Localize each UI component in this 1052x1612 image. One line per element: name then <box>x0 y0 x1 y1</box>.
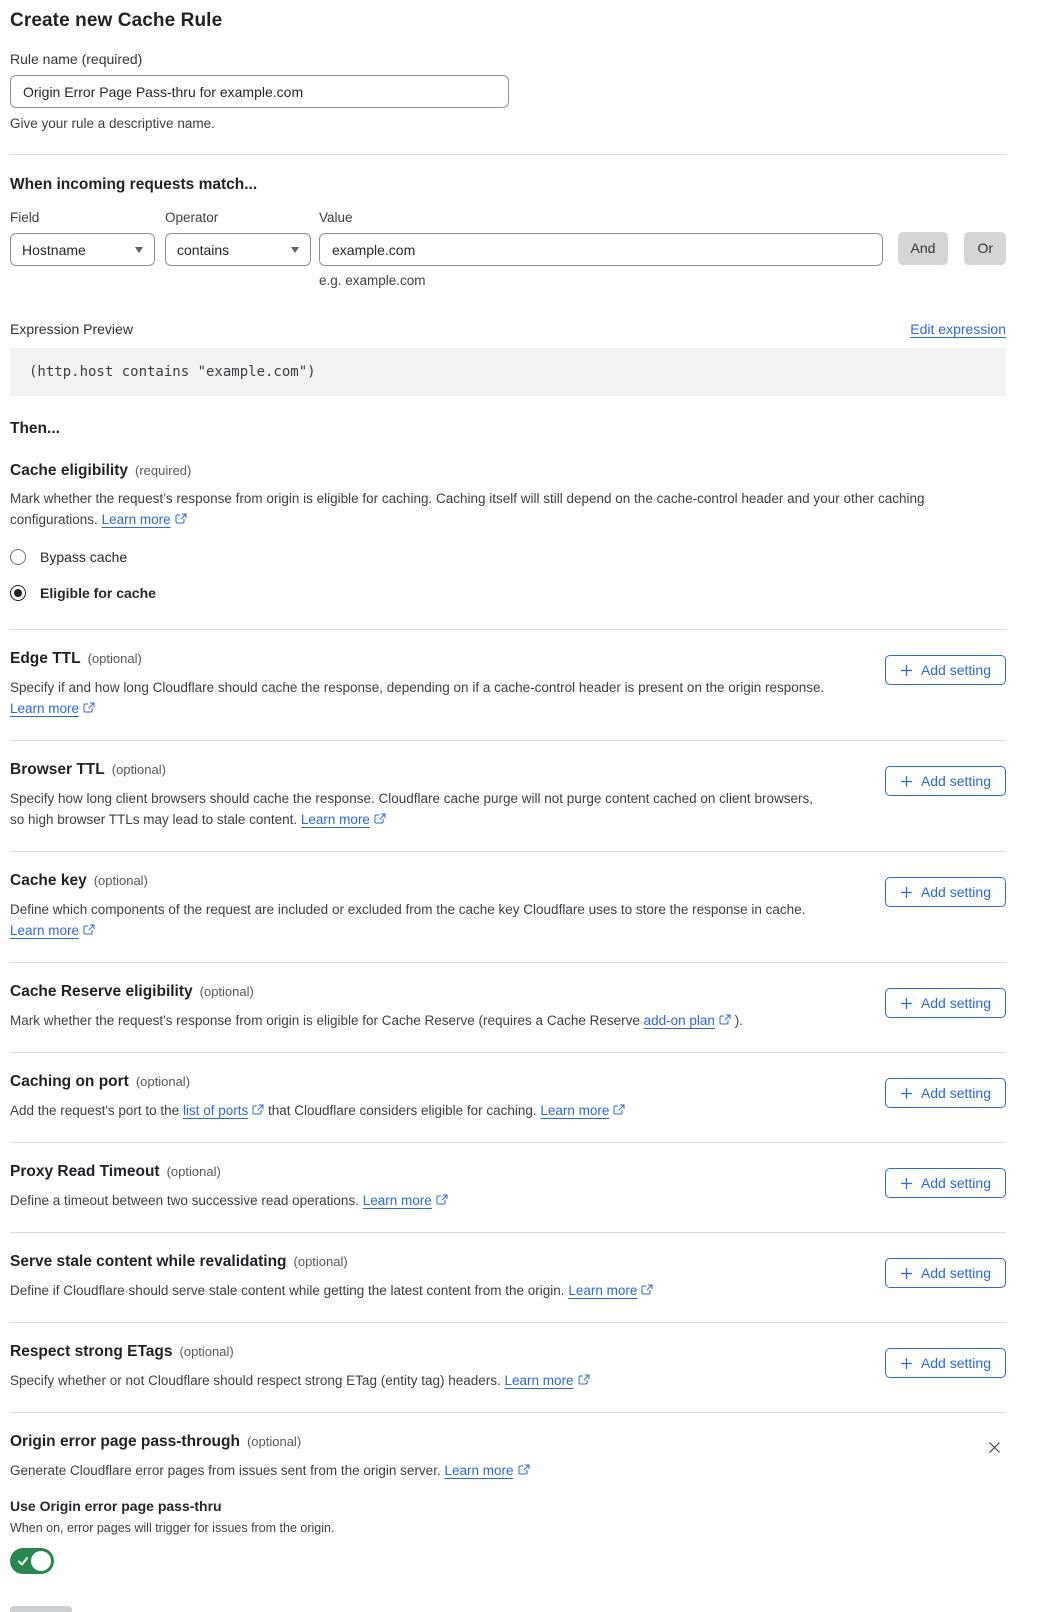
expression-code: (http.host contains "example.com") <box>10 348 1006 396</box>
learn-more-link[interactable]: Learn more <box>362 1193 432 1208</box>
list-of-ports-link[interactable]: list of ports <box>182 1103 249 1118</box>
external-link-icon <box>613 1104 625 1116</box>
add-setting-button[interactable]: Add setting <box>885 1258 1006 1288</box>
field-label: Field <box>10 210 40 225</box>
page-title: Create new Cache Rule <box>10 10 223 31</box>
close-icon[interactable] <box>983 1436 1006 1462</box>
value-label: Value <box>319 210 353 225</box>
plus-icon <box>900 1357 913 1370</box>
setting-proxy-read-timeout: Proxy Read Timeout (optional) Define a timeout between two successive read operations. Learn more Add setting <box>10 1143 1006 1232</box>
match-condition-row <box>10 210 1006 288</box>
use-passthrough-desc: When on, error pages will trigger for issues from the origin. <box>10 1521 335 1535</box>
setting-caching-on-port: Caching on port (optional) Add the request's port to the list of ports that Cloudflare considers eligible for caching. Learn more Add setting <box>10 1053 1006 1142</box>
or-button[interactable]: Or <box>964 232 1006 265</box>
plus-icon <box>900 997 913 1010</box>
external-link-icon <box>518 1464 530 1476</box>
divider <box>10 154 1006 155</box>
cache-eligibility-title: Cache eligibility <box>10 462 129 479</box>
setting-respect-etags: Respect strong ETags (optional) Specify whether or not Cloudflare should respect strong ETag (entity tag) headers. Learn more Add setting <box>10 1323 1006 1412</box>
edit-expression-link[interactable]: Edit expression <box>910 321 1006 337</box>
learn-more-link[interactable]: Learn more <box>568 1283 638 1298</box>
and-button-wrap <box>898 210 965 288</box>
external-link-icon <box>374 813 386 825</box>
chevron-down-icon <box>135 247 143 253</box>
operator-select[interactable] <box>165 233 311 266</box>
add-setting-button[interactable]: Add setting <box>885 877 1006 907</box>
value-hint: e.g. example.com <box>319 273 426 288</box>
use-passthrough-label: Use Origin error page pass-thru <box>10 1498 222 1514</box>
learn-more-link[interactable]: Learn more <box>444 1463 514 1478</box>
learn-more-link[interactable]: Learn more <box>300 812 370 827</box>
field-select[interactable] <box>10 233 155 266</box>
external-link-icon <box>719 1014 731 1026</box>
setting-origin-error-passthrough: Origin error page pass-through (optional) Generate Cloudflare error pages from issues sent from the origin server. Learn more Use Origin error page pass-thru When on, error pages will trigger for issues from the origin. <box>10 1413 1006 1574</box>
operator-label: Operator <box>165 210 219 225</box>
external-link-icon <box>641 1284 653 1296</box>
plus-icon <box>900 664 913 677</box>
expression-preview-label: Expression Preview <box>10 321 133 337</box>
value-input[interactable] <box>319 233 883 266</box>
learn-more-link[interactable]: Learn more <box>504 1373 574 1388</box>
rule-name-label: Rule name (required) <box>10 51 143 67</box>
cache-eligibility-desc: Mark whether the request’s response from origin is eligible for caching. Caching itself will still depend on the cache-control header and your other caching configurations. Learn more <box>10 491 925 527</box>
external-link-icon <box>83 924 95 936</box>
radio-icon <box>10 549 26 565</box>
add-setting-button[interactable]: Add setting <box>885 766 1006 796</box>
add-setting-button[interactable]: Add setting <box>885 1348 1006 1378</box>
add-setting-button[interactable]: Add setting <box>885 988 1006 1018</box>
add-setting-button[interactable]: Add setting <box>885 1168 1006 1198</box>
plus-icon <box>900 886 913 899</box>
external-link-icon <box>578 1374 590 1386</box>
add-setting-button[interactable]: Add setting <box>885 1078 1006 1108</box>
external-link-icon <box>436 1194 448 1206</box>
setting-cache-key: Cache key (optional) Define which components of the request are included or excluded from the cache key Cloudflare uses to store the response in cache. Learn more Add setting <box>10 852 1006 962</box>
match-heading: When incoming requests match... <box>10 176 258 193</box>
plus-icon <box>900 1087 913 1100</box>
radio-option-0[interactable]: Bypass cache <box>10 549 1006 565</box>
plus-icon <box>900 1177 913 1190</box>
or-button-wrap <box>964 210 1006 288</box>
add-on-plan-link[interactable]: add-on plan <box>643 1013 715 1028</box>
learn-more-link[interactable]: Learn more <box>10 701 80 716</box>
rule-name-help: Give your rule a descriptive name. <box>10 116 215 131</box>
external-link-icon <box>252 1104 264 1116</box>
learn-more-link[interactable]: Learn more <box>540 1103 610 1118</box>
learn-more-link[interactable]: Learn more <box>101 512 171 527</box>
setting-edge-ttl: Edge TTL (optional) Specify if and how long Cloudflare should cache the response, depending on if a cache-control header is present on the origin response. Learn more Add setting <box>10 630 1006 740</box>
rule-name-input[interactable] <box>10 75 509 108</box>
toggle-knob <box>31 1551 51 1571</box>
setting-browser-ttl: Browser TTL (optional) Specify how long client browsers should cache the response. Cloudflare cache purge will not purge content cached on client browsers, so high browser TTLs may lead to stale content. Learn more Add setting <box>10 741 1006 851</box>
plus-icon <box>900 1267 913 1280</box>
external-link-icon <box>83 702 95 714</box>
required-badge: (required) <box>135 463 192 478</box>
origin-error-toggle[interactable] <box>10 1548 54 1574</box>
radio-option-1[interactable]: Eligible for cache <box>10 585 1006 601</box>
learn-more-link[interactable]: Learn more <box>10 923 80 938</box>
radio-icon <box>10 585 26 601</box>
operator-select-value: contains <box>177 241 230 258</box>
external-link-icon <box>175 513 187 525</box>
plus-icon <box>900 775 913 788</box>
setting-cache-reserve: Cache Reserve eligibility (optional) Mark whether the request's response from origin is eligible for Cache Reserve (requires a Cache Reserve add-on plan ). Add setting <box>10 963 1006 1052</box>
chevron-down-icon <box>291 247 299 253</box>
add-setting-button[interactable]: Add setting <box>885 655 1006 685</box>
field-select-value: Hostname <box>22 241 86 258</box>
clipped-bottom-element <box>10 1606 72 1612</box>
check-icon <box>17 1555 29 1567</box>
and-button[interactable]: And <box>898 232 949 265</box>
setting-serve-stale: Serve stale content while revalidating (optional) Define if Cloudflare should serve stale content while getting the latest content from the origin. Learn more Add setting <box>10 1233 1006 1322</box>
then-heading: Then... <box>10 420 60 437</box>
